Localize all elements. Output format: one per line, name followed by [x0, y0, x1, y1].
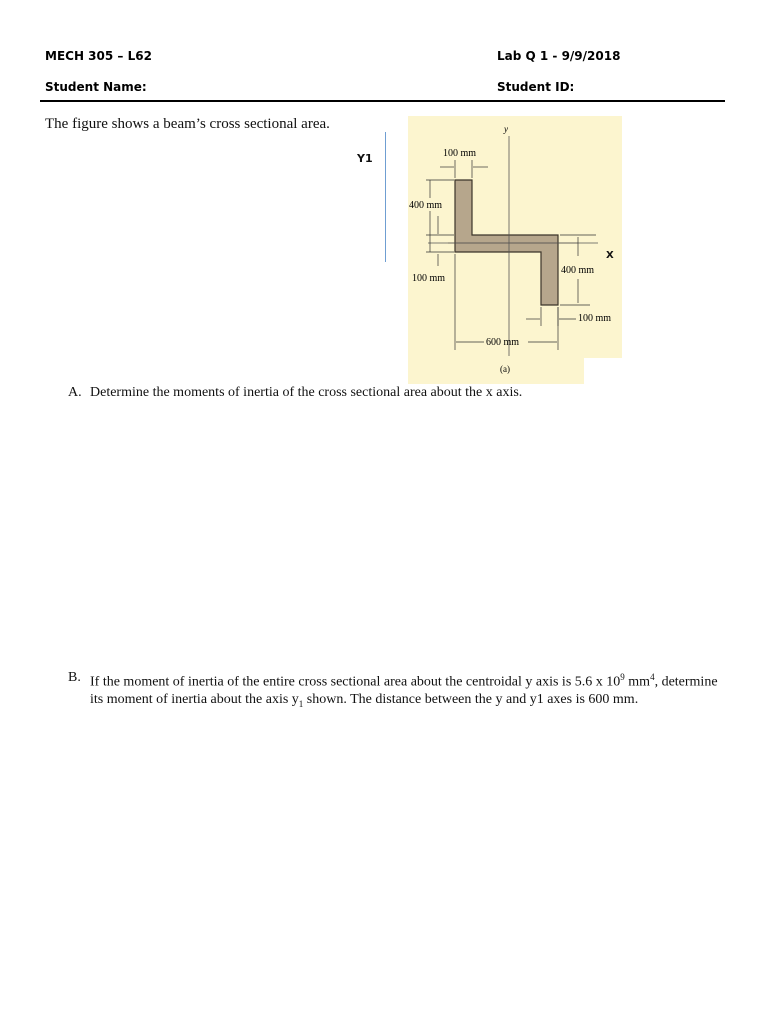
figure-caption: (a) — [500, 364, 510, 374]
subscript: 1 — [298, 698, 304, 709]
question-b-text-part: If the moment of inertia of the entire cross sectional area about the centroidal y axis is 5.6 x 10 — [90, 674, 621, 690]
x-axis-label: X — [606, 250, 614, 261]
question-b — [68, 669, 723, 712]
dim-left-height: 400 mm — [409, 200, 443, 211]
exponent: 4 — [650, 672, 655, 682]
y1-axis-line — [385, 132, 386, 262]
y-axis-label: y — [504, 124, 508, 134]
question-a-text: Determine the moments of inertia of the cross sectional area about the x axis. — [90, 385, 523, 400]
course-title: MECH 305 – L62 — [45, 49, 152, 63]
dim-left-thickness: 100 mm — [412, 273, 446, 284]
question-b-text-part: , determine its moment of inertia about the axis y — [90, 674, 718, 707]
dim-top-width: 100 mm — [443, 148, 477, 159]
question-a — [68, 384, 728, 401]
exponent: 9 — [620, 672, 625, 682]
student-name-label: Student Name: — [45, 80, 147, 94]
question-b-text — [90, 669, 723, 712]
figure-background-caption — [408, 354, 584, 384]
y1-axis-label: Y1 — [357, 152, 373, 165]
lab-date: Lab Q 1 - 9/9/2018 — [497, 49, 621, 63]
question-a-letter: A. — [68, 385, 82, 400]
question-b-text-part: shown. The distance between the y and y1 axes is 600 mm. — [303, 691, 639, 707]
dim-right-height: 400 mm — [561, 265, 595, 276]
student-id-label: Student ID: — [497, 80, 575, 94]
dim-bottom-span: 600 mm — [486, 337, 520, 348]
intro-text: The figure shows a beam’s cross sectional area. — [45, 116, 330, 132]
cross-section-figure — [408, 116, 623, 384]
question-b-letter: B. — [68, 670, 81, 685]
question-b-text-part: mm — [624, 674, 651, 690]
header-divider — [40, 100, 725, 102]
dim-right-width: 100 mm — [578, 313, 612, 324]
